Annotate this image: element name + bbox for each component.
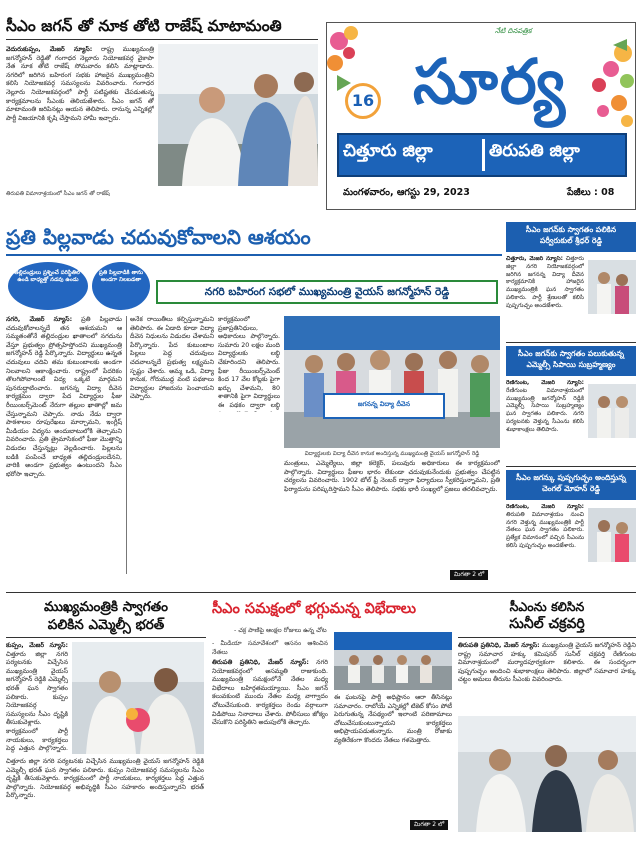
sidebar-item-3-photo [588,508,636,562]
lead-col2-text: అనేక రాయితీలు కల్పిస్తున్నామని తెలిపారు. ఈ ఏడాది కూడా విద్యా దీవెన నిధులను విడుదల చేశామని పేర్కొన్నారు. పేద కుటుంబాల పిల్లలు పెద్ద చదువులు చదవాలన్నదే ప్రభుత్వ లక్ష్యమని స్పష్టం చేశారు. అమ్మ ఒడి, విద్యా కానుక, గోరుముద్ద వంటి పథకాలు విద్యార్థుల హాజరును పెంచాయని చెప్పారు. [130,316,214,401]
lead-column-3 [218,316,280,412]
lead-continued [450,570,488,580]
top-left-story [6,16,318,204]
bottom-mid-kicker-2: - మీడియా సమావేశంలో ఆసనం ఆశించిన నేతలు [212,640,328,656]
bottom-left-body [6,642,68,754]
badge-right-text: ప్రతి పిల్లవాడికి తాను అండగా నిలబడతా [98,270,144,283]
continued-text: మిగతా 2 లో [414,821,445,828]
bottom-mid-continued [410,820,448,830]
bottom-left-dateline: కుప్పం, మేజర్ న్యూస్: [6,642,68,649]
bottom-mid-dateline: తిరుపతి ప్రతినిధి, మేజర్ న్యూస్: [212,659,309,666]
anniversary-badge [345,83,381,119]
sidebar-item-2-text: రేణిగుంట విమానాశ్రయంలో ముఖ్యమంత్రి జగన్మోహన్ రెడ్డికి ఎమ్మెల్సీ సిపాయి సుబ్రహ్మణ్యం ఘన స్వాగతం పలికారు. నగరి పర్యటనకు వెళ్తున్న సీఎంను కలిసి శుభాకాంక్షలు తెలిపారు. [506,387,584,433]
bottom-left-text: చిత్తూరు జిల్లా నగరి పర్యటనకు విచ్చేసిన ముఖ్యమంత్రి వైయస్ జగన్మోహన్ రెడ్డికి ఎమ్మెల్సీ భరత్ ఘన స్వాగతం పలికారు. కుప్పం నియోజకవర్గ సమస్యలను సీఎం దృష్టికి తీసుకువెళ్లారు. కార్యక్రమంలో పార్టీ నాయకులు, కార్యకర్తలు పెద్ద ఎత్తున పాల్గొన్నారు. [6,650,68,753]
anniversary-number: 16 [351,91,375,110]
cheque-label: జగనన్న విద్యా దీవెన [357,400,411,408]
district-banner [337,133,627,177]
lead-story [6,222,502,586]
divider [506,342,636,343]
bottom-mid-kicker-1: - చక్ర పాణిపై ఆంక్షల రోజులు ఉన్న చోట [234,627,327,634]
lead-photo-caption: విద్యార్థులకు విద్యా దీవెన కానుక అందిస్తున్న ముఖ్యమంత్రి వైయస్ జగన్మోహన్ రెడ్డి [304,451,480,457]
story-photo-image [158,44,318,186]
story-dateline: వెదురుకుప్పం, మేజర్ న్యూస్: [6,46,93,53]
bottom-mid-body-left [212,640,328,830]
bottom-mid-headline: సీఎం సమక్షంలో భగ్గుమన్న విభేదాలు [212,601,417,617]
sidebar-item-1-title: సీఎం జగన్‌కు స్వాగతం పలికిన పర్వీరుకుల్ శ్రీధర్ రెడ్డి [506,222,636,252]
sidebar-item-3-body [506,504,584,584]
sidebar-item-1 [506,222,636,340]
lead-column-4 [284,460,500,572]
story-body [6,46,154,184]
bottom-left-headline-2: పలికిన ఎమ్మెల్సీ భరత్ [47,617,165,633]
sidebar-item-1-dateline: చిత్తూరు, మేజర్ న్యూస్: [506,256,564,262]
lead-col3-text: కార్యక్రమంలో ప్రజాప్రతినిధులు, అధికారులు పాల్గొన్నారు. సుమారు 20 లక్షల మంది విద్యార్థులకు లబ్ధి చేకూరిందని తెలిపారు. ఫీజు రీయింబర్స్‌మెంట్ కింద 17 వేల కోట్లకు పైగా ఖర్చు చేశామని, 80 శాతానికి పైగా విద్యార్థులు ఈ పథకం ద్వారా లబ్ధి [218,316,280,409]
masthead [326,22,636,210]
sidebar-item-2-body [506,380,584,464]
bottom-left-body-cont [6,758,204,830]
bottom-right-headline-1: సీఎంను కలిసిన [509,599,585,614]
sidebar-item-1-body [506,256,584,340]
bottom-mid-body-right [334,694,452,818]
page-count: పేజీలు : 08 [567,187,615,198]
lead-headline: ప్రతి పిల్లవాడు చదువుకోవాలని ఆశయం [6,225,311,249]
divider [458,637,636,638]
lead-col4-text: మంత్రులు, ఎమ్మెల్యేలు, జిల్లా కలెక్టర్, పలువురు అధికారులు ఈ కార్యక్రమంలో పాల్గొన్నారు. విద్యార్థులు ఫీజుల భారం లేకుండా చదువుకునేందుకు ప్రభుత్వం చేపట్టిన చర్యలను వివరించారు. 1902 టోల్ ఫ్రీ నెంబర్ ద్వారా ఫిర్యాదులు స్వీకరిస్తున్నామని, ప్రతి ఫిర్యాదును పరిష్కరిస్తామని సీఎం తెలిపారు. సభకు భారీ సంఖ్యలో ప్రజలు తరలివచ్చారు. [284,460,500,493]
lead-subhead-box [156,280,498,304]
sidebar-item-3-text: తిరుపతి విమానాశ్రయం నుంచి నగరి వెళ్తున్న ముఖ్యమంత్రికి పార్టీ నేతలు ఘన స్వాగతం పలికారు. ప్రత్యేక విమానంలో వచ్చిన సీఎంను కలిసి పుష్పగుచ్ఛం అందజేశారు. [506,511,584,549]
divider [6,637,206,638]
lead-photo-image [284,316,500,448]
bottom-left-photo [72,642,204,754]
sidebar-item-2-title: సీఎం జగన్‌కు స్వాగతం పలుకుతున్న ఎమ్మెల్సీ సిపాయి సుబ్రహ్మణ్యం [506,346,636,376]
sidebar-item-2-dateline: రేణిగుంట, మేజర్ న్యూస్: [506,380,584,386]
bottom-left-text-cont: చిత్తూరు జిల్లా నగరి పర్యటనకు విచ్చేసిన ముఖ్యమంత్రి వైయస్ జగన్మోహన్ రెడ్డికి ఎమ్మెల్సీ భరత్ ఘన స్వాగతం పలికారు. కుప్పం నియోజకవర్గ సమస్యలను సీఎం దృష్టికి తీసుకువెళ్లారు. కార్యక్రమంలో పార్టీ నాయకులు, కార్యకర్తలు పెద్ద ఎత్తున పాల్గొన్నారు. నియోజకవర్గ అభివృద్ధికి సీఎం సహకారం అందిస్తున్నారని భరత్ పేర్కొన్నారు. [6,758,204,800]
bottom-left-headline-1: ముఖ్యమంత్రికి స్వాగతం [44,599,168,615]
bottom-right-text: ముఖ్యమంత్రి వైయస్ జగన్మోహన్ రెడ్డిని రాష్ట్ర సమాచార హక్కు కమిషనర్ సునీల్ చక్రవర్తి రేణిగుంట విమానాశ్రయంలో మర్యాదపూర్వకంగా కలిశారు. ఈ సందర్భంగా పుష్పగుచ్ఛం అందించి శుభాకాంక్షలు తెలిపారు. జిల్లాలో సమాచార హక్కు చట్టం అమలు తీరును సీఎంకు వివరించారు. [458,642,636,684]
lead-badge-left [8,262,88,310]
divider [6,592,636,593]
lead-col1-text: ప్రతి పిల్లవాడు చదువుకోవాలన్నదే తన ఆశయమని ఆ సమ్మతంతోనే తల్లిదండ్రుల ఖాతాలలో నగదును వేస్తూ ప్రభుత్వం ప్రోత్సహిస్తోందని ముఖ్యమంత్రి జగన్మోహన్ రెడ్డి పేర్కొన్నారు. విద్యార్థులు ఉన్నత చదువులు చదివి తమ కుటుంబాలకు అండగా నిలవాలని ఆకాంక్షించారు. రాష్ట్రంలో పేదరికం తొలగిపోవాలంటే విద్య ఒక్కటే మార్గమని పునరుద్ఘాటించారు. జగనన్న విద్యా దీవెన కార్యక్రమం ద్వారా పేద విద్యార్థుల ఫీజు రీయింబర్స్‌మెంట్ నేరుగా తల్లుల ఖాతాల్లో జమ చేస్తున్నామని చెప్పారు. నాడు నేడు ద్వారా పాఠశాలల రూపురేఖలు మార్చామని, ఇంగ్లీష్ మీడియం విద్యను అందుబాటులోకి తెచ్చామని వివరించారు. ప్రతి త్రైమాసికంలో ఫీజు మొత్తాన్ని విడుదల చేస్తున్నట్లు వెల్లడించారు. పిల్లలను బడికి పంపించే బాధ్యత తల్లిదండ్రులదేనని, వారికి అండగా ప్రభుత్వం ఉంటుందని సీఎం భరోసా ఇచ్చారు. [6,316,122,478]
sidebar-item-1-text: చిత్తూరు జిల్లా నగరి నియోజకవర్గంలో జరిగిన జగనన్న విద్యా దీవెన కార్యక్రమానికి హాజరైన ముఖ్యమంత్రికి ఘన స్వాగతం పలికారు. పార్టీ శ్రేణులతో కలిసి పుష్పగుచ్ఛం అందజేశారు. [506,256,584,309]
bottom-left-story [6,598,206,834]
sidebar-item-2 [506,346,636,464]
sidebar-item-1-photo [588,260,636,314]
story-photo-caption: తిరుపతి విమానాశ్రయంలో సీఎం జగన్ తో రాజేష్ [6,191,110,197]
bottom-right-story [458,598,636,834]
sidebar-item-2-photo [588,384,636,438]
sidebar-item-3-title: సీఎం జగన్కు పుష్పగుచ్ఛం అందిస్తున్న చెంగల్ మోహన్ రెడ్డి [506,470,636,500]
lead-subhead: నగరి బహిరంగ సభలో ముఖ్యమంత్రి వైయస్ జగన్మోహన్ రెడ్డి [204,286,450,298]
bottom-right-dateline: తిరుపతి ప్రతినిధి, మేజర్ న్యూస్: [458,642,540,649]
bottom-right-headline-2: సునీల్ చక్రవర్తి [509,616,585,632]
issue-date: మంగళవారం, ఆగస్టు 29, 2023 [343,187,470,198]
district-divider [482,139,485,171]
lead-badge-right [92,262,150,310]
district-right: తిరుపతి జిల్లా [489,141,580,161]
lead-column-2 [130,316,214,574]
story-headline: సీఎం జగన్ తో నూక తోటి రాజేష్ మాటామంతి [6,17,282,35]
bottom-mid-text-left: నగరి నియోజకవర్గంలో అసమ్మతి రాజుకుంది. ముఖ్యమంత్రి సమక్షంలోనే నేతల మధ్య విభేదాలు బహిర్గతమయ్యాయి. సీఎం జగన్ కలువకుంటి ముందు నేతల మధ్య వాగ్వాదం చోటుచేసుకుంది. కార్యకర్తలు రెండు వర్గాలుగా విడిపోయి నినాదాలు చేశారు. పోలీసులు జోక్యం చేసుకొని పరిస్థితిని అదుపులోకి తెచ్చారు. [212,659,328,727]
badge-left-text: తల్లిదండ్రులు ప్రశ్నించే పరిస్థితిలో ఉండి బాధ్యత్తో నడవు ఉండు [14,270,82,283]
divider [506,466,636,467]
divider [126,316,127,574]
story-text: రాష్ట్ర ముఖ్యమంత్రి జగన్మోహన్ రెడ్డితో గంగాధర నెల్లూరు నియోజకవర్గ వైకాపా నేత నూక తోటి రాజేష్ సోమవారం కలిసి మాట్లాడారు. నగరిలో జరిగిన బహిరంగ సభకు హాజరైన ముఖ్యమంత్రిని కలిసి నియోజకవర్గ సమస్యలను వివరించారు. గంగాధర నెల్లూరు నియోజకవర్గంలో పార్టీ పటిష్టతకు చేపడుతున్న కార్యక్రమాలను సీఎంకు తెలియజేశారు. సీఎం జగన్ తో మాటామంతి జరిపినట్లు ఆయన తెలిపారు. రానున్న ఎన్నికల్లో పార్టీ విజయానికి కృషి చేస్తామని హామీ ఇచ్చారు. [6,46,154,122]
sidebar-item-3 [506,470,636,586]
district-left: చిత్తూరు జిల్లా [343,141,433,161]
divider [6,254,502,256]
divider [6,39,318,40]
sidebar [506,222,636,586]
story-photo [158,44,318,186]
sidebar-item-3-dateline: రేణిగుంట, మేజర్ న్యూస్: [506,504,584,510]
bottom-middle-story [212,598,452,834]
lead-column-1 [6,316,122,574]
bottom-mid-photo [334,632,452,690]
masthead-tagline: నేటి దినపత్రిక [495,27,532,35]
lead-photo [284,316,500,448]
bottom-mid-text-right: ఈ ఘటనపై పార్టీ అధిష్టానం ఆరా తీసినట్లు సమాచారం. రాబోయే ఎన్నికల్లో టికెట్ కోసం పోటీ పెరుగుతున్న నేపథ్యంలో ఇలాంటి పరిణామాలు చోటుచేసుకుంటున్నాయని కార్యకర్తలు అభిప్రాయపడుతున్నారు. మంత్రి రోజాకు వ్యతిరేకంగా కొందరు నేతలు గళమెత్తారు. [334,694,452,744]
continued-text: మిగతా 2 లో [454,571,485,578]
masthead-logo: సూర్య [412,45,568,118]
bottom-right-body [458,642,636,712]
bottom-right-photo [458,716,636,832]
lead-dateline: నగరి, మేజర్ న్యూస్: [6,316,73,323]
